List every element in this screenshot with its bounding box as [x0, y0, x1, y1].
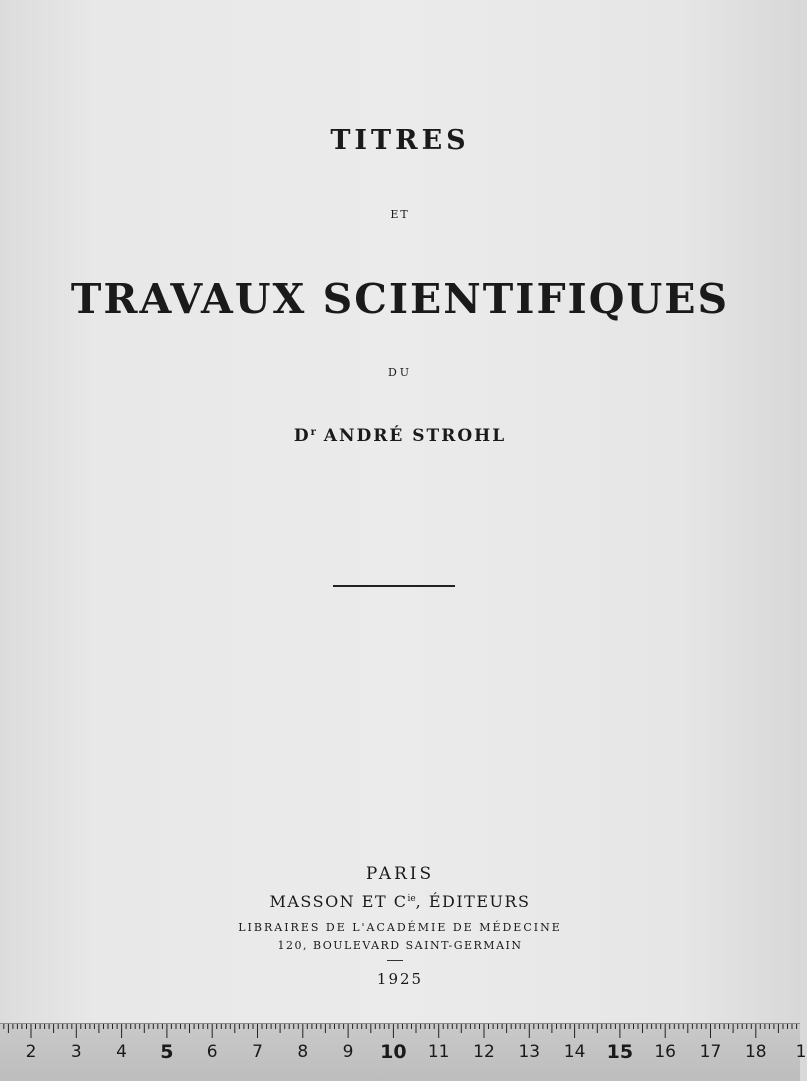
ruler-label: 13: [518, 1042, 541, 1062]
ruler-label: 18: [744, 1042, 767, 1062]
ruler-label: 1: [795, 1042, 807, 1062]
ruler-label: 9: [342, 1042, 354, 1062]
imprint-city: PARIS: [365, 864, 435, 884]
imprint-address: 120, BOULEVARD SAINT-GERMAIN: [277, 939, 523, 952]
ruler-label: 6: [206, 1042, 218, 1062]
ruler-label: 3: [70, 1042, 82, 1062]
ruler-label: 11: [427, 1042, 450, 1062]
author-name: ANDRÉ STROHL: [323, 426, 507, 446]
author-prefix: D: [293, 426, 311, 446]
imprint-publisher: [0, 892, 800, 911]
imprint-year: 1925: [376, 970, 424, 988]
ruler-label: 7: [252, 1042, 263, 1062]
title-line-travaux: TRAVAUX SCIENTIFIQUES: [70, 275, 730, 323]
imprint-short-rule: [387, 960, 403, 961]
ruler-label: 5: [160, 1041, 174, 1063]
ruler-label: 17: [699, 1042, 722, 1062]
title-preposition-du: DU: [387, 366, 413, 379]
publisher-main: MASSON ET C: [269, 892, 408, 911]
ruler-label: 12: [473, 1042, 495, 1062]
title-line-titres: TITRES: [330, 125, 470, 156]
ruler-label: 15: [606, 1041, 634, 1063]
publisher-sup: ie: [407, 894, 416, 904]
author-line: [0, 426, 800, 446]
ruler-label: 10: [380, 1041, 407, 1063]
title-divider-rule: [333, 585, 455, 587]
author-prefix-sup: r: [310, 427, 316, 438]
imprint-libraires: LIBRAIRES DE L'ACADÉMIE DE MÉDECINE: [238, 921, 562, 934]
ruler-label: 2: [25, 1042, 37, 1062]
ruler-label: 4: [116, 1042, 128, 1062]
publisher-suffix: , ÉDITEURS: [415, 892, 531, 911]
measuring-ruler: [0, 1023, 807, 1081]
ruler-label: 8: [297, 1042, 309, 1062]
title-connector-et: ET: [390, 208, 410, 221]
ruler-label: 16: [654, 1042, 677, 1062]
ruler-label: 14: [563, 1042, 586, 1062]
